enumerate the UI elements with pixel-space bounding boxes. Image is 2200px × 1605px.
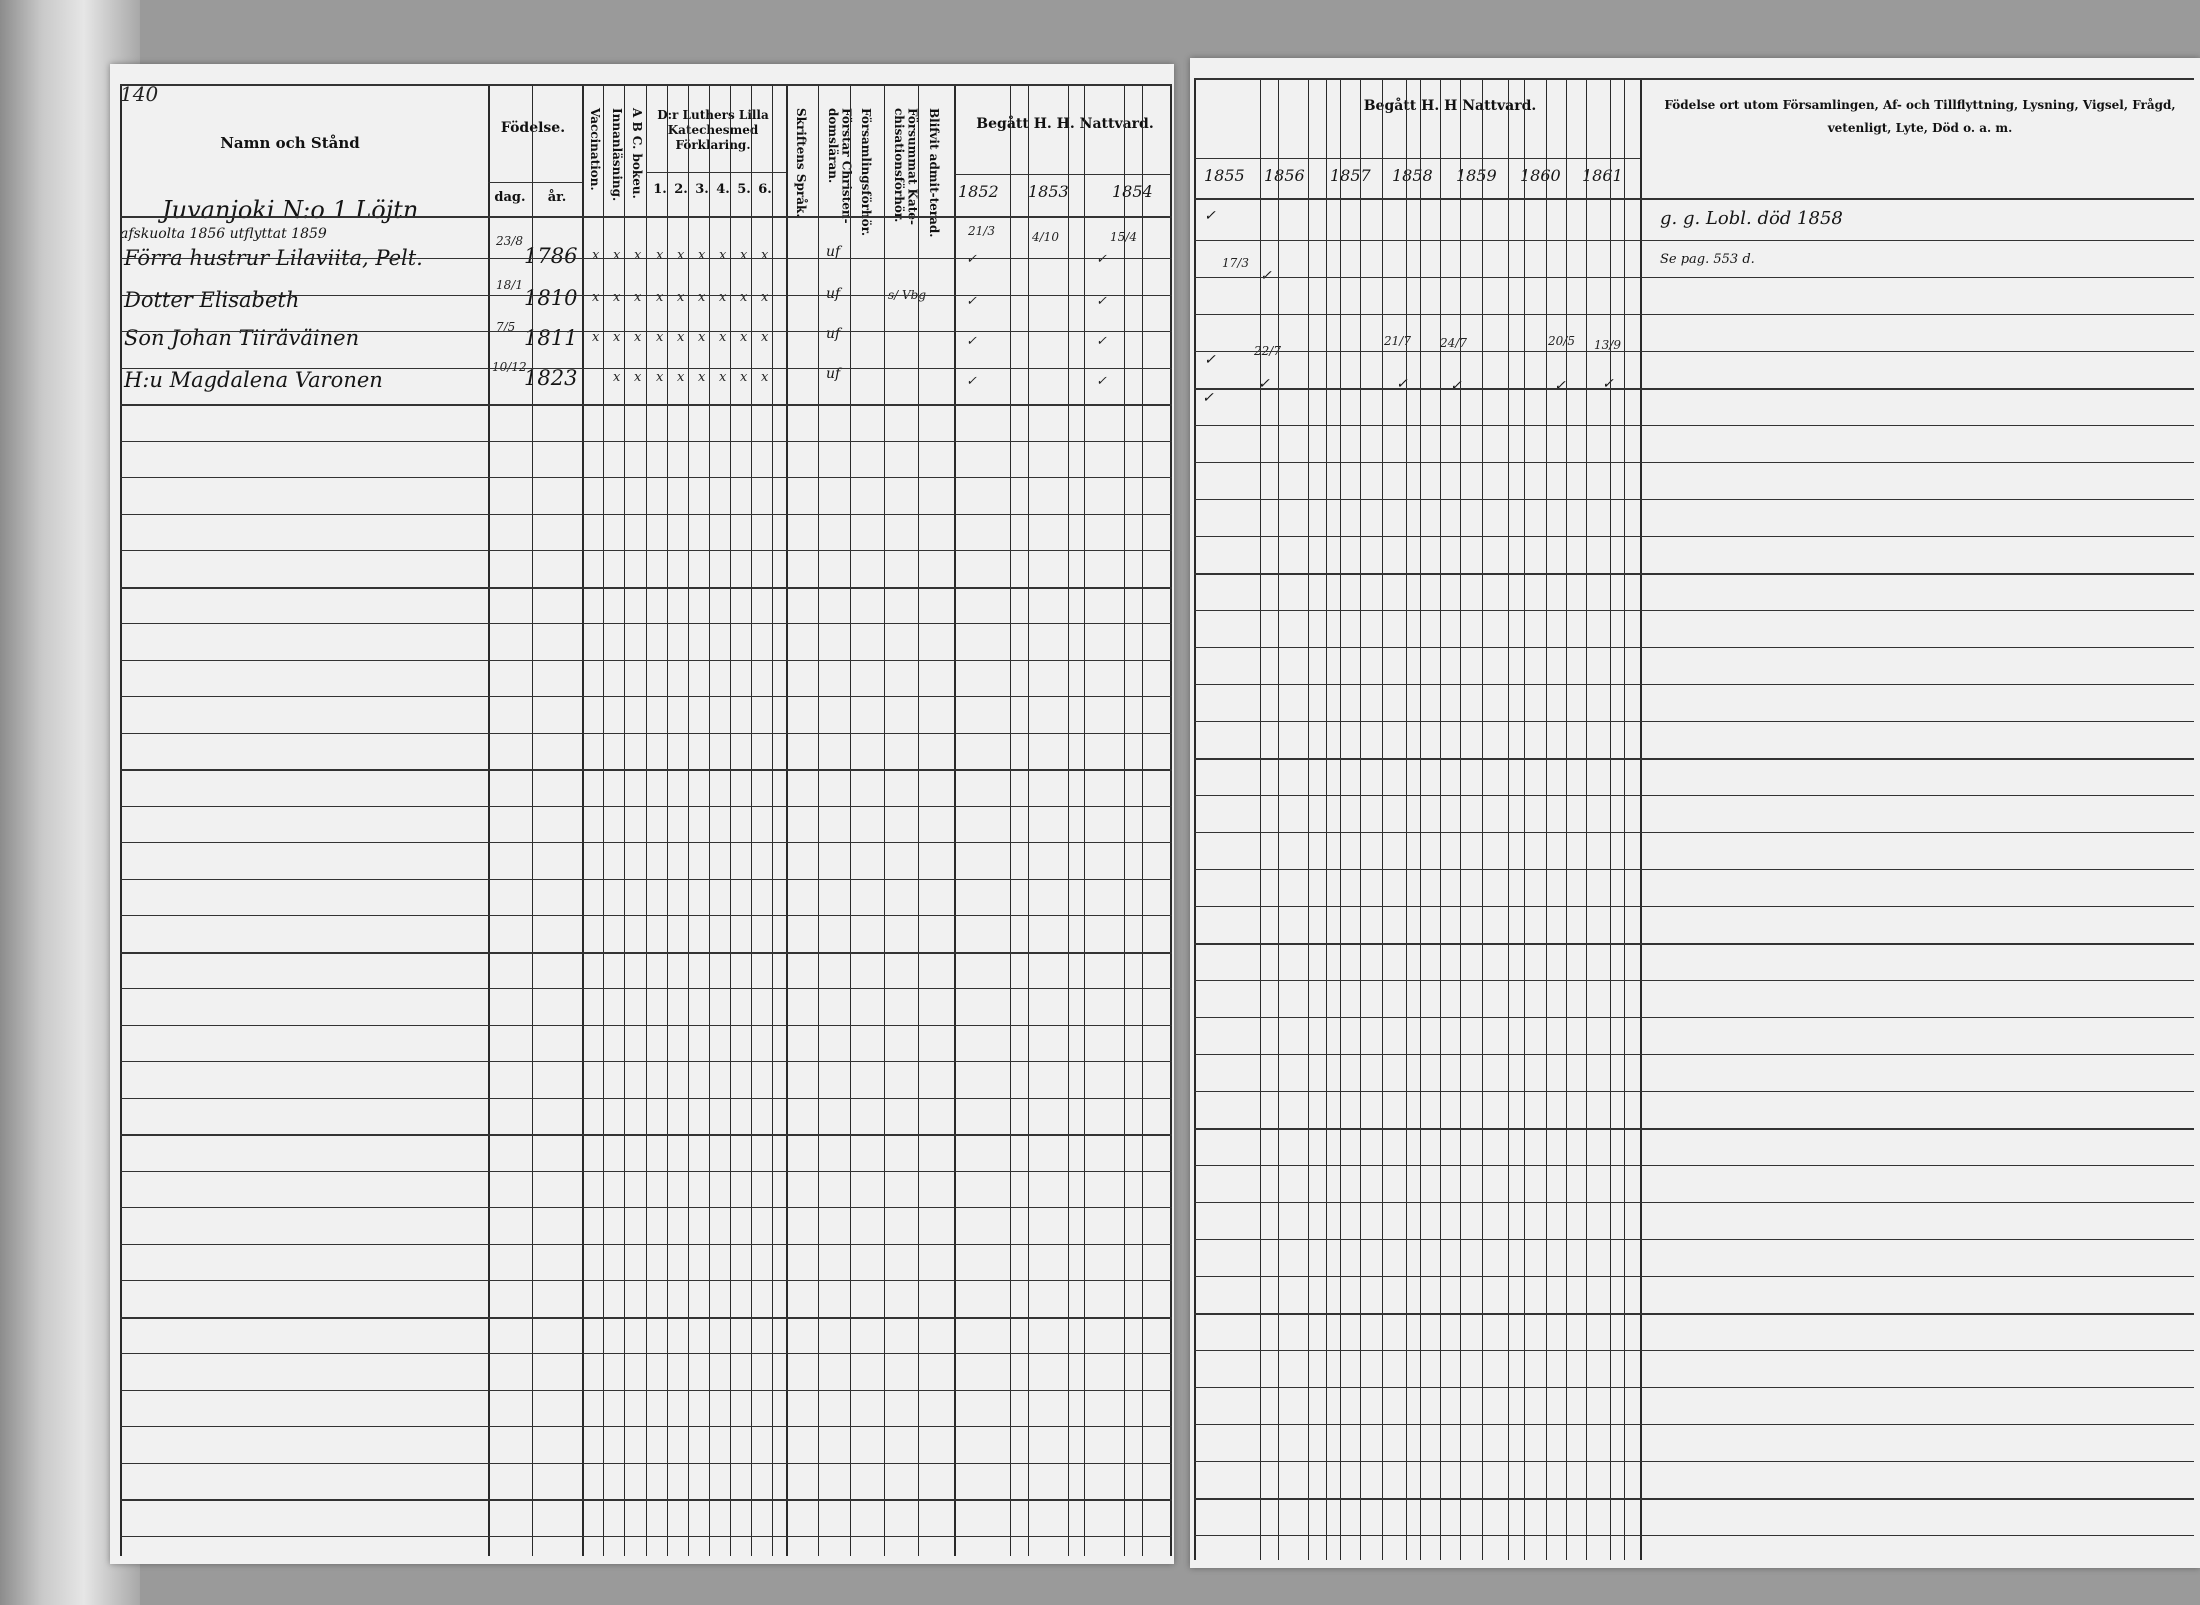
mark-date: 17/3 (1222, 256, 1249, 270)
header-fodelse: Födelse. (500, 120, 566, 136)
ruling-vertical (1546, 78, 1547, 1560)
ruling-top (1194, 78, 2194, 80)
tick-x: x (613, 290, 621, 305)
ruling-row (120, 258, 1172, 259)
mark-check: ✓ (1260, 268, 1272, 284)
ruling-row (1194, 1535, 2194, 1536)
year-label: 1853 (1028, 182, 1069, 201)
ruling-row (1194, 351, 2194, 352)
ruling-row (120, 1207, 1172, 1208)
ruling-row (1194, 1424, 2194, 1425)
tick-x: x (677, 248, 685, 263)
entry-day-3: 18/1 (496, 278, 523, 292)
mark-check: ✓ (1450, 378, 1462, 394)
katechismus-col-label: 1. (653, 182, 667, 197)
tick-x: x (656, 370, 664, 385)
ruling-vertical (1382, 78, 1383, 1560)
header-innanlasning: Innanläsning. (610, 108, 625, 202)
ruling-vertical (1440, 78, 1441, 1560)
ruling-row (1194, 795, 2194, 796)
entry-name-4: Son Johan Tiiräväinen (124, 326, 360, 350)
ruling-header-bottom (1194, 198, 2194, 200)
tick-x: x (761, 330, 769, 345)
ruling-row (1194, 388, 2194, 390)
tick-x: x (719, 248, 727, 263)
ruling-vertical (1482, 78, 1483, 1560)
ruling-row (1194, 314, 2194, 315)
ruling-vertical (1068, 84, 1069, 1556)
tick-x: x (634, 290, 642, 305)
year-label: 1861 (1582, 166, 1623, 185)
ruling-row (1194, 499, 2194, 500)
ruling-row (120, 1171, 1172, 1172)
year-label: 1854 (1112, 182, 1153, 201)
ruling-row (1194, 906, 2194, 907)
tick-x: x (740, 248, 748, 263)
ruling-row (120, 441, 1172, 442)
mark-check: ✓ (1096, 334, 1107, 349)
ruling-row (120, 1134, 1172, 1136)
mark-check: ✓ (1554, 378, 1566, 394)
ruling-row (1194, 1461, 2194, 1462)
tick-x: x (677, 370, 685, 385)
ruling-vertical (1084, 84, 1085, 1556)
katechismus-col-label: 6. (758, 182, 772, 197)
katechismus-col-label: 5. (737, 182, 751, 197)
ruling-row (1194, 240, 2194, 241)
ruling-vertical (1170, 84, 1172, 1556)
ruling-row (1194, 1202, 2194, 1203)
ruling-row (1194, 832, 2194, 833)
tick-x: x (634, 330, 642, 345)
ruling-vertical (1508, 78, 1509, 1560)
ruling-row (120, 952, 1172, 954)
entry-name-1: Juvanjoki N:o 1 Löjtn (162, 196, 419, 224)
ruling-row (120, 733, 1172, 734)
ruling-row (1194, 869, 2194, 870)
ruling-row (120, 1025, 1172, 1026)
ruling-vertical (1566, 78, 1567, 1560)
tick-x: x (592, 290, 600, 305)
year-label: 1860 (1520, 166, 1561, 185)
ruling-vertical (1406, 78, 1407, 1560)
header-begatt-left: Begått H. H. Nattvard. (976, 116, 1154, 132)
ruling-vertical (1460, 78, 1461, 1560)
mark-check: ✓ (1602, 376, 1614, 392)
ruling-vertical (709, 84, 710, 1556)
ruling-vertical (1308, 78, 1309, 1560)
katechismus-col-label: 4. (716, 182, 730, 197)
ruling-row (120, 696, 1172, 697)
mark-check: ✓ (1258, 376, 1270, 392)
entry-year-4: 1811 (524, 326, 578, 350)
header-ar: år. (547, 190, 567, 205)
header-dag: dag. (494, 190, 526, 205)
ruling-row (1194, 1350, 2194, 1351)
ruling-vertical (1326, 78, 1327, 1560)
entry-day-2: 23/8 (496, 234, 523, 248)
entry-day-5: 10/12 (492, 360, 527, 374)
ruling-row (1194, 425, 2194, 426)
ruling-vertical (786, 84, 788, 1556)
ruling-row (1194, 758, 2194, 760)
ruling-vertical (1360, 78, 1361, 1560)
ruling-row (1194, 943, 2194, 945)
header-vaccination: Vaccination. (588, 108, 603, 191)
remark-2: Se pag. 553 d. (1660, 252, 1755, 267)
ruling-vertical (1624, 78, 1625, 1560)
ruling-row (120, 842, 1172, 843)
ruling-row (120, 1244, 1172, 1245)
tick-x: x (613, 370, 621, 385)
ruling-vertical (688, 84, 689, 1556)
tick-x: x (656, 290, 664, 305)
entry-name-3: Dotter Elisabeth (124, 288, 300, 312)
ruling-row (1194, 1128, 2194, 1130)
tick-x: x (677, 290, 685, 305)
ruling-row (120, 879, 1172, 880)
ruling-row (120, 477, 1172, 478)
tick-x: x (677, 330, 685, 345)
ruling-vertical (488, 84, 490, 1556)
year-label: 1857 (1330, 166, 1371, 185)
ruling-row (120, 587, 1172, 589)
tick-x: x (719, 330, 727, 345)
year-label: 1852 (958, 182, 999, 201)
tick-x: x (698, 330, 706, 345)
ruling-begatt-sub (954, 174, 1170, 175)
ruling-vertical (818, 84, 819, 1556)
ruling-row (120, 915, 1172, 916)
ruling-row (120, 1463, 1172, 1464)
mark-date: 20/5 (1548, 334, 1575, 348)
ruling-row (1194, 462, 2194, 463)
mark-date: 15/4 (1110, 230, 1137, 244)
ruling-vertical (1340, 78, 1341, 1560)
year-label: 1859 (1456, 166, 1497, 185)
ruling-row (120, 806, 1172, 807)
ruling-row (1194, 1054, 2194, 1055)
ruling-row (1194, 536, 2194, 537)
right-page (1190, 58, 2200, 1568)
ruling-row (120, 295, 1172, 296)
tick-x: x (656, 248, 664, 263)
tick-x: x (761, 370, 769, 385)
ruling-vertical (646, 84, 647, 1556)
mark-check: ✓ (966, 334, 977, 349)
ruling-vertical (1124, 84, 1125, 1556)
ruling-top (120, 84, 1172, 86)
ruling-vertical (1524, 78, 1525, 1560)
ruling-vertical (1260, 78, 1261, 1560)
mark-date: 4/10 (1032, 230, 1059, 244)
ruling-row (120, 623, 1172, 624)
page-number: 140 (120, 82, 159, 106)
mark-date: s/ Vbg (888, 288, 927, 302)
ruling-row (1194, 1165, 2194, 1166)
header-begatt-right: Begått H. H Nattvard. (1363, 98, 1537, 114)
header-forsummat: Försummat Kate-chisationsförhör. (892, 108, 920, 225)
entry-note-2: afskuolta 1856 utflyttat 1859 (120, 226, 327, 242)
tick-x: x (719, 290, 727, 305)
header-katechismus: D:r Luthers Lilla Katechesmed Förklaring. (657, 108, 769, 152)
tick-x: x (592, 330, 600, 345)
ruling-vertical (624, 84, 625, 1556)
mark-check: ✓ (966, 294, 977, 309)
ruling-row (120, 1317, 1172, 1319)
mark-uf: uf (826, 244, 841, 260)
ruling-header-bottom (120, 216, 1172, 218)
ruling-row (1194, 1276, 2194, 1277)
ruling-row (120, 550, 1172, 551)
mark-date: 22/7 (1254, 344, 1281, 358)
entry-name-2: Förra hustrur Lilaviita, Pelt. (124, 246, 423, 270)
ruling-vertical (884, 84, 885, 1556)
ruling-row (120, 1353, 1172, 1354)
ruling-row (120, 404, 1172, 406)
ruling-vertical (667, 84, 668, 1556)
entry-year-5: 1823 (524, 366, 578, 390)
ruling-row (1194, 684, 2194, 685)
entry-year-2: 1786 (524, 244, 578, 268)
tick-x: x (634, 248, 642, 263)
header-forstar: Förstar Christen-domsläran. (826, 108, 854, 224)
tick-x: x (719, 370, 727, 385)
ruling-row (120, 514, 1172, 515)
ruling-row (1194, 1498, 2194, 1500)
ruling-row (120, 1426, 1172, 1427)
entry-day-4: 7/5 (496, 320, 516, 334)
header-skrift: Skriftens Språk. (794, 108, 809, 218)
ruling-row (120, 331, 1172, 332)
mark-check: ✓ (1396, 376, 1408, 392)
ruling-row (1194, 647, 2194, 648)
year-label: 1855 (1204, 166, 1245, 185)
ruling-row (1194, 1313, 2194, 1315)
tick-x: x (761, 248, 769, 263)
ruling-vertical (954, 84, 956, 1556)
ruling-row (120, 769, 1172, 771)
ruling-vertical (772, 84, 773, 1556)
tick-x: x (740, 290, 748, 305)
mark-uf: uf (826, 366, 841, 382)
header-forsamlingsforhor: Församlingsförhör. (859, 108, 874, 237)
entry-name-5: H:u Magdalena Varonen (124, 368, 383, 392)
ruling-vertical (1586, 78, 1587, 1560)
mark-check: ✓ (1202, 390, 1214, 406)
ruling-row (1194, 721, 2194, 722)
tick-x: x (592, 248, 600, 263)
ruling-vertical (751, 84, 752, 1556)
ruling-row (120, 1536, 1172, 1537)
ruling-row (1194, 277, 2194, 278)
tick-x: x (656, 330, 664, 345)
ruling-row (120, 1499, 1172, 1501)
ruling-row (1194, 610, 2194, 611)
ruling-vertical (582, 84, 584, 1556)
ruling-row (120, 368, 1172, 369)
tick-x: x (740, 330, 748, 345)
ruling-vertical (1028, 84, 1029, 1556)
ruling-row (120, 1098, 1172, 1099)
ruling-row (120, 988, 1172, 989)
ruling-row (120, 1390, 1172, 1391)
ruling-vertical (1010, 84, 1011, 1556)
mark-check: ✓ (1096, 374, 1107, 389)
header-admitterad: Blifvit admit-terad. (927, 108, 942, 238)
mark-check: ✓ (966, 374, 977, 389)
tick-x: x (698, 248, 706, 263)
tick-x: x (613, 248, 621, 263)
mark-check: ✓ (966, 252, 977, 267)
mark-date: 24/7 (1440, 336, 1467, 350)
ruling-vertical (603, 84, 604, 1556)
ruling-row (120, 1061, 1172, 1062)
ruling-row (1194, 980, 2194, 981)
ruling-vertical (120, 84, 122, 1556)
ruling-row (1194, 573, 2194, 575)
left-page (110, 64, 1174, 1564)
ruling-vertical (532, 84, 533, 1556)
mark-check: ✓ (1096, 294, 1107, 309)
year-label: 1856 (1264, 166, 1305, 185)
ruling-row (1194, 1091, 2194, 1092)
ruling-vertical (850, 84, 851, 1556)
ruling-fodelse-sub (488, 182, 582, 183)
katechismus-col-label: 2. (674, 182, 688, 197)
tick-x: x (698, 370, 706, 385)
tick-x: x (698, 290, 706, 305)
header-remarks: Födelse ort utom Församlingen, Af- och Tillflyttning, Lysning, Vigsel, Frågd, vetenligt, Lyte, Död o. a. m. (1664, 98, 2176, 135)
tick-x: x (613, 330, 621, 345)
ruling-kat-sub (646, 172, 786, 173)
ruling-vertical (1142, 84, 1143, 1556)
header-namn: Namn och Stånd (220, 134, 360, 152)
ruling-row (1194, 1239, 2194, 1240)
mark-uf: uf (826, 286, 841, 302)
ruling-vertical (1640, 78, 1642, 1560)
ruling-row (120, 1280, 1172, 1281)
remark-1: g. g. Lobl. död 1858 (1660, 208, 1843, 229)
ruling-vertical (730, 84, 731, 1556)
mark-check: ✓ (1204, 352, 1216, 368)
ruling-vertical (1194, 78, 1196, 1560)
ruling-vertical (1420, 78, 1421, 1560)
ruling-row (1194, 1017, 2194, 1018)
mark-date: 13/9 (1594, 338, 1621, 352)
mark-check: ✓ (1204, 208, 1216, 224)
ruling-vertical (1610, 78, 1611, 1560)
entry-year-3: 1810 (524, 286, 578, 310)
ruling-vertical (1278, 78, 1279, 1560)
header-abc: A B C. bokeu. (630, 108, 645, 199)
mark-date: 21/3 (968, 224, 995, 238)
ruling-begatt-sub (1194, 158, 1640, 159)
mark-check: ✓ (1096, 252, 1107, 267)
ruling-row (120, 660, 1172, 661)
mark-uf: uf (826, 326, 841, 342)
tick-x: x (740, 370, 748, 385)
tick-x: x (634, 370, 642, 385)
tick-x: x (761, 290, 769, 305)
mark-date: 21/7 (1384, 334, 1411, 348)
year-label: 1858 (1392, 166, 1433, 185)
ruling-row (1194, 1387, 2194, 1388)
katechismus-col-label: 3. (695, 182, 709, 197)
ruling-vertical (918, 84, 919, 1556)
